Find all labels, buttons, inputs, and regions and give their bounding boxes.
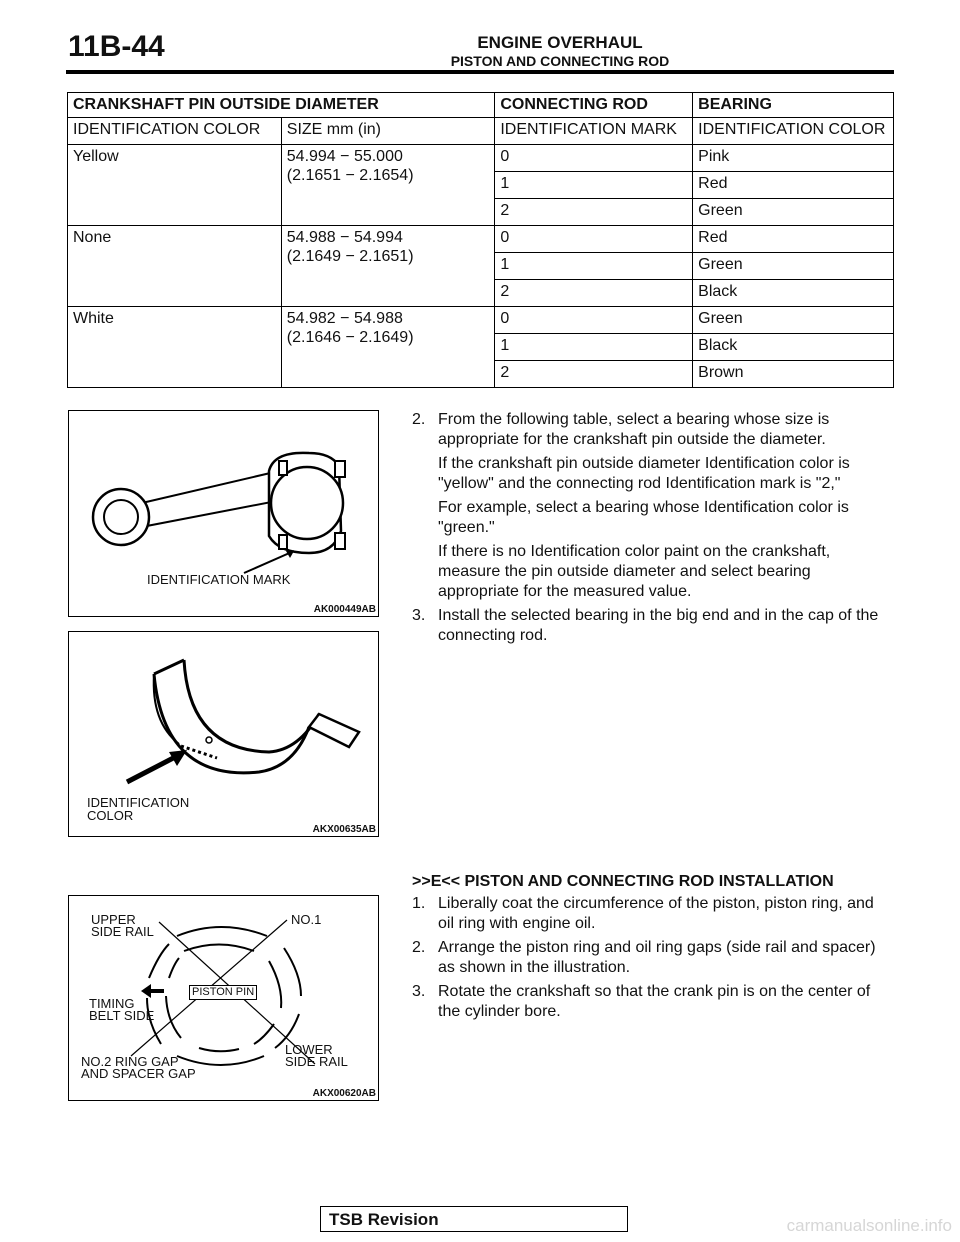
rod-mark-cell: 1 <box>495 172 693 199</box>
fig3-lower-line2: SIDE RAIL <box>285 1054 348 1069</box>
pin-size-cell <box>281 145 495 226</box>
header-rule <box>66 70 894 74</box>
rod-mark-cell: 2 <box>495 199 693 226</box>
bearing-selection-table <box>67 92 894 388</box>
section-heading: >>E<< PISTON AND CONNECTING ROD INSTALLATION <box>412 873 834 890</box>
bearing-color-cell: Brown <box>693 361 894 388</box>
table-subheader-cell: IDENTIFICATION COLOR <box>68 118 282 145</box>
pin-size-cell <box>281 307 495 388</box>
step-number: 3. <box>412 983 426 1000</box>
fig3-timing-line1: TIMING <box>89 996 135 1011</box>
step-number: 2. <box>412 411 426 428</box>
pin-color-cell: White <box>68 307 282 388</box>
selection-steps <box>412 410 892 650</box>
fig3-upper-line2: SIDE RAIL <box>91 924 154 939</box>
table-subheader-row <box>68 118 894 145</box>
tsb-revision-box: TSB Revision <box>320 1206 628 1232</box>
step-3 <box>412 606 892 646</box>
fig3-timing-line2: BELT SIDE <box>89 1008 155 1023</box>
table-row <box>68 226 894 253</box>
paragraph: Rotate the crankshaft so that the crank pin is on the center of the cylinder bore. <box>438 983 871 1020</box>
table-row <box>68 145 894 172</box>
bearing-color-cell: Pink <box>693 145 894 172</box>
size-in: (2.1651 − 2.1654) <box>286 167 414 184</box>
step-2 <box>412 410 892 602</box>
step-number: 1. <box>412 895 426 912</box>
pin-color-cell: Yellow <box>68 145 282 226</box>
rod-mark-cell: 1 <box>495 334 693 361</box>
figure-ring-gaps <box>68 895 379 1101</box>
fig3-lower-line1: LOWER <box>285 1042 333 1057</box>
table-subheader-cell: IDENTIFICATION COLOR <box>693 118 894 145</box>
table-header-cell: CRANKSHAFT PIN OUTSIDE DIAMETER <box>68 93 495 118</box>
table-subheader-cell: SIZE mm (in) <box>281 118 495 145</box>
pin-size-cell <box>281 226 495 307</box>
size-in: (2.1649 − 2.1651) <box>286 248 414 265</box>
size-mm: 54.982 − 54.988 <box>286 310 403 327</box>
figure-bearing <box>68 631 379 837</box>
table-row <box>68 307 894 334</box>
size-mm: 54.988 − 54.994 <box>286 229 403 246</box>
figure-connecting-rod <box>68 410 379 617</box>
paragraph: Liberally coat the circumference of the piston, piston ring, and oil ring with engine oil. <box>438 895 874 932</box>
table-header-cell: CONNECTING ROD <box>495 93 693 118</box>
fig2-code: AKX00635AB <box>312 824 376 835</box>
rod-mark-cell: 2 <box>495 361 693 388</box>
fig3-piston-pin: PISTON PIN <box>189 985 257 1000</box>
rod-mark-cell: 1 <box>495 253 693 280</box>
bearing-color-cell: Green <box>693 199 894 226</box>
fig1-label: IDENTIFICATION MARK <box>147 572 291 587</box>
paragraph: If the crankshaft pin outside diameter Identification color is "yellow" and the connecting rod Identification mark is "2," <box>438 455 850 492</box>
table-header-row <box>68 93 894 118</box>
install-step-2 <box>412 938 892 978</box>
watermark: carmanualsonline.info <box>786 1216 952 1235</box>
rod-mark-cell: 0 <box>495 307 693 334</box>
rod-mark-cell: 0 <box>495 145 693 172</box>
bearing-color-cell: Red <box>693 226 894 253</box>
fig3-no1: NO.1 <box>291 912 322 927</box>
bearing-color-cell: Green <box>693 307 894 334</box>
paragraph: For example, select a bearing whose Identification color is "green." <box>438 499 849 536</box>
fig3-no2-line2: AND SPACER GAP <box>81 1066 196 1081</box>
size-in: (2.1646 − 2.1649) <box>286 329 414 346</box>
header-subtitle: PISTON AND CONNECTING ROD <box>450 53 670 69</box>
fig3-upper-line1: UPPER <box>91 912 136 927</box>
bearing-color-cell: Black <box>693 280 894 307</box>
fig1-code: AK000449AB <box>313 604 376 615</box>
page-code: 11B-44 <box>68 30 165 63</box>
fig2-label-line2: COLOR <box>87 808 134 823</box>
rod-mark-cell: 0 <box>495 226 693 253</box>
paragraph: If there is no Identification color paint on the crankshaft, measure the pin outside diameter and select bearing appropriate for the measured value. <box>438 543 831 600</box>
bearing-color-cell: Red <box>693 172 894 199</box>
pin-color-cell: None <box>68 226 282 307</box>
step-number: 2. <box>412 939 426 956</box>
bearing-color-cell: Black <box>693 334 894 361</box>
bearing-color-cell: Green <box>693 253 894 280</box>
paragraph: Arrange the piston ring and oil ring gaps (side rail and spacer) as shown in the illustration. <box>438 939 876 976</box>
size-mm: 54.994 − 55.000 <box>286 148 403 165</box>
fig3-code: AKX00620AB <box>312 1088 376 1099</box>
table-subheader-cell: IDENTIFICATION MARK <box>495 118 693 145</box>
fig2-label-line1: IDENTIFICATION <box>87 795 190 810</box>
install-step-1 <box>412 894 892 934</box>
paragraph: Install the selected bearing in the big end and in the cap of the connecting rod. <box>438 607 879 644</box>
header-title: ENGINE OVERHAUL <box>477 33 643 52</box>
install-step-3 <box>412 982 892 1022</box>
paragraph: From the following table, select a bearing whose size is appropriate for the crankshaft pin outside the diameter. <box>438 411 830 448</box>
table-header-cell: BEARING <box>693 93 894 118</box>
step-number: 3. <box>412 607 426 624</box>
rod-mark-cell: 2 <box>495 280 693 307</box>
installation-section <box>412 872 892 1026</box>
fig3-no2-line1: NO.2 RING GAP <box>81 1054 179 1069</box>
